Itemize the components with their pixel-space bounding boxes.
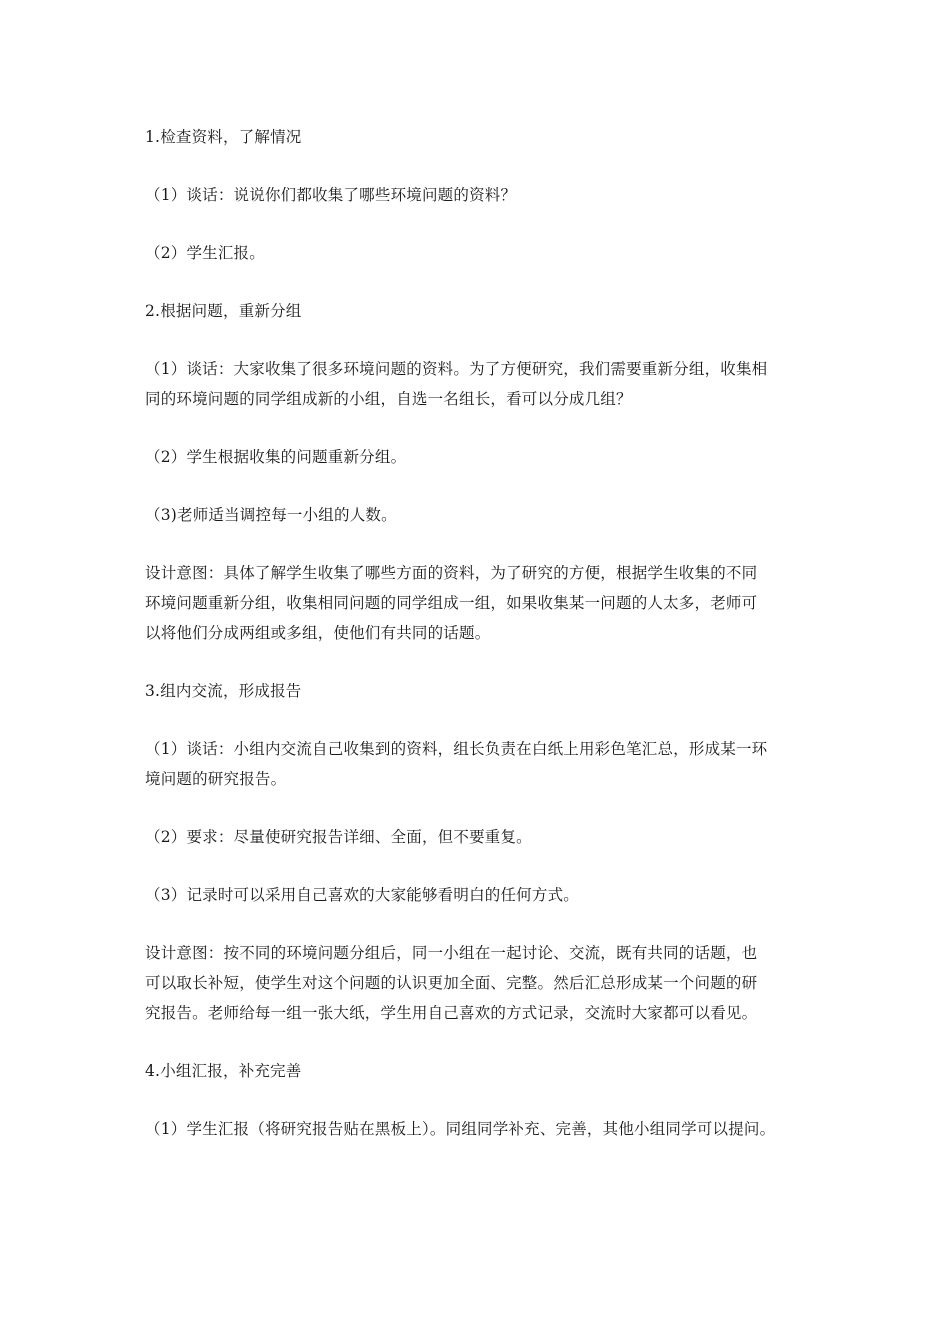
section-heading-2: 2.根据问题，重新分组 xyxy=(145,302,302,320)
paragraph-line: （1）谈话：小组内交流自己收集到的资料，组长负责在白纸上用彩色笔汇总，形成某一环 xyxy=(145,740,768,758)
design-intent-line: 可以取长补短，使学生对这个问题的认识更加全面、完整。然后汇总形成某一个问题的研 xyxy=(145,974,758,992)
document-body xyxy=(145,122,825,1144)
design-intent-line: 环境问题重新分组，收集相同问题的同学组成一组，如果收集某一问题的人太多，老师可 xyxy=(145,594,758,612)
design-intent-line: 设计意图：按不同的环境问题分组后，同一小组在一起讨论、交流，既有共同的话题，也 xyxy=(145,944,758,962)
paragraph-line: 境问题的研究报告。 xyxy=(145,770,287,788)
paragraph-line: （1）谈话：说说你们都收集了哪些环境问题的资料？ xyxy=(145,186,517,204)
section-heading-1: 1.检查资料，了解情况 xyxy=(145,128,302,146)
paragraph-line: （2）学生根据收集的问题重新分组。 xyxy=(145,448,407,466)
paragraph-line: （2）要求：尽量使研究报告详细、全面，但不要重复。 xyxy=(145,828,532,846)
paragraph-line: （1）谈话：大家收集了很多环境问题的资料。为了方便研究，我们需要重新分组，收集相 xyxy=(145,360,768,378)
paragraph-line: （3)老师适当调控每一小组的人数。 xyxy=(145,506,397,524)
paragraph-line: （3）记录时可以采用自己喜欢的大家能够看明白的任何方式。 xyxy=(145,886,579,904)
section-heading-3: 3.组内交流，形成报告 xyxy=(145,682,302,700)
design-intent-line: 究报告。老师给每一组一张大纸，学生用自己喜欢的方式记录，交流时大家都可以看见。 xyxy=(145,1004,758,1022)
design-intent-line: 设计意图：具体了解学生收集了哪些方面的资料，为了研究的方便，根据学生收集的不同 xyxy=(145,564,758,582)
design-intent-line: 以将他们分成两组或多组，使他们有共同的话题。 xyxy=(145,624,491,642)
paragraph-line: 同的环境问题的同学组成新的小组，自选一名组长，看可以分成几组？ xyxy=(145,390,632,408)
section-heading-4: 4.小组汇报，补充完善 xyxy=(145,1062,302,1080)
paragraph-line: （1）学生汇报（将研究报告贴在黑板上）。同组同学补充、完善，其他小组同学可以提问。 xyxy=(145,1120,776,1138)
paragraph-line: （2）学生汇报。 xyxy=(145,244,265,262)
